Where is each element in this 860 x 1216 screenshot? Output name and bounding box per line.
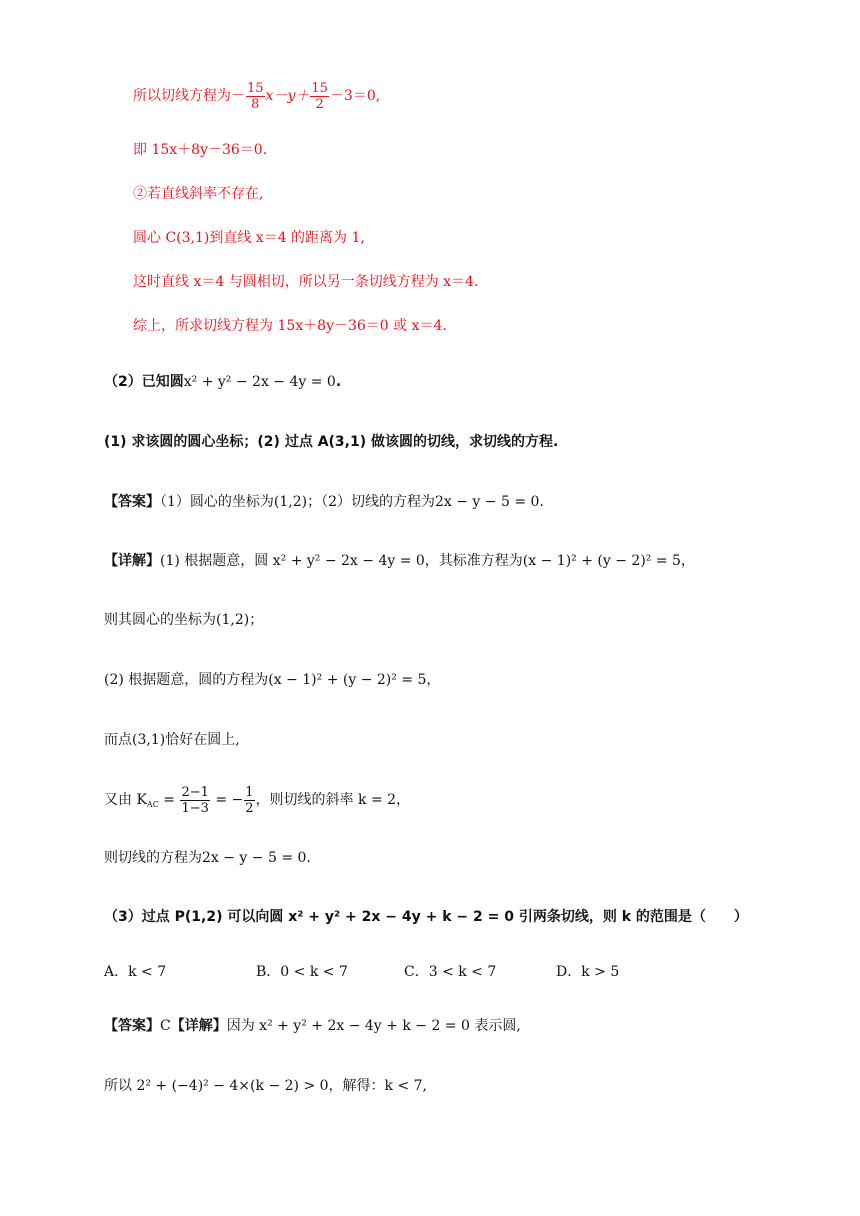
q2-detail-line-5-eq: = xyxy=(158,792,180,808)
red-line-6: 综上，所求切线方程为 15x＋8y－36＝0 或 x＝4. xyxy=(133,318,447,334)
q3-option-b[interactable]: B．0 < k < 7 xyxy=(256,964,348,980)
red-line-4: 圆心 C(3,1)到直线 x＝4 的距离为 1, xyxy=(133,230,365,246)
red-line-5: 这时直线 x＝4 与圆相切，所以另一条切线方程为 x＝4. xyxy=(133,274,479,290)
q3-option-c[interactable]: C．3 < k < 7 xyxy=(404,964,497,980)
q3-option-a[interactable]: A．k < 7 xyxy=(104,964,167,980)
fraction-15-2 xyxy=(310,81,329,112)
fraction-denominator: 2 xyxy=(245,800,254,816)
answer-tag: 【答案】 xyxy=(104,1018,160,1034)
q2-detail-line-4: 而点(3,1)恰好在圆上, xyxy=(104,732,240,748)
fraction-kac xyxy=(180,785,209,816)
detail-tag: 【详解】 xyxy=(170,1018,227,1034)
fraction-numerator: 1 xyxy=(245,784,254,800)
q3-detail-text: 因为 x² + y² + 2x − 4y + k − 2 = 0 表示圆, xyxy=(226,1018,521,1034)
q2-detail-line-6: 则切线的方程为2x − y − 5 = 0. xyxy=(104,850,311,866)
fraction-15-8 xyxy=(246,81,265,112)
q2-stem xyxy=(104,372,341,392)
q2-stem-suffix: . xyxy=(335,374,342,390)
q2-sub-question: (1) 求该圆的圆心坐标；(2) 过点 A(3,1) 做该圆的切线，求切线的方程. xyxy=(104,434,559,450)
q2-detail-line-2: 则其圆心的坐标为(1,2)； xyxy=(104,612,264,628)
answer-tag: 【答案】 xyxy=(104,494,160,510)
q2-detail-line-5-prefix: 又由 K xyxy=(104,792,147,808)
red-line-1-prefix: 所以切线方程为－ xyxy=(133,88,245,104)
q2-detail-line-5-suffix: ，则切线的斜率 k = 2， xyxy=(255,792,411,808)
red-line-3: ②若直线斜率不存在, xyxy=(133,186,264,202)
q3-option-d[interactable]: D．k > 5 xyxy=(556,964,620,980)
q2-answer-text: （1）圆心的坐标为(1,2)；（2）切线的方程为2x − y − 5 = 0. xyxy=(160,494,544,510)
fraction-numerator: 2−1 xyxy=(181,784,209,800)
q2-stem-prefix: （2）已知圆 xyxy=(104,374,184,390)
fraction-denominator: 8 xyxy=(251,96,260,112)
fraction-numerator: 15 xyxy=(311,80,328,96)
red-line-1-mid: x－y＋ xyxy=(265,88,310,104)
q2-stem-equation: x² + y² − 2x − 4y = 0 xyxy=(183,374,336,390)
fraction-denominator: 1−3 xyxy=(181,800,209,816)
fraction-numerator: 15 xyxy=(247,80,264,96)
fraction-denominator: 2 xyxy=(315,96,324,112)
red-line-1 xyxy=(133,80,380,112)
q3-answer-text: C xyxy=(160,1018,171,1034)
q2-detail-line-3: (2) 根据题意，圆的方程为(x − 1)² + (y − 2)² = 5， xyxy=(104,672,441,688)
q3-answer xyxy=(104,1016,521,1036)
red-line-1-suffix: －3＝0, xyxy=(329,88,381,104)
red-line-2: 即 15x＋8y－36＝0. xyxy=(133,142,268,158)
q2-detail-line-5-mid: = − xyxy=(210,792,244,808)
detail-tag: 【详解】 xyxy=(104,553,160,569)
q2-detail-line-1-text: (1) 根据题意，圆 x² + y² − 2x − 4y = 0，其标准方程为(x − 1)² + (y − 2)² = 5， xyxy=(160,553,695,569)
q2-detail-line-5 xyxy=(104,782,410,823)
q3-detail-line-2: 所以 2² + (−4)² − 4×(k − 2) > 0，解得：k < 7, xyxy=(104,1078,427,1094)
fraction-one-half xyxy=(244,785,254,816)
k-subscript: AC xyxy=(146,800,159,809)
q2-answer xyxy=(104,492,544,512)
q2-detail-line-1 xyxy=(104,551,695,571)
q3-stem: （3）过点 P(1,2) 可以向圆 x² + y² + 2x − 4y + k − 2 = 0 引两条切线，则 k 的范围是（ ） xyxy=(104,909,748,925)
